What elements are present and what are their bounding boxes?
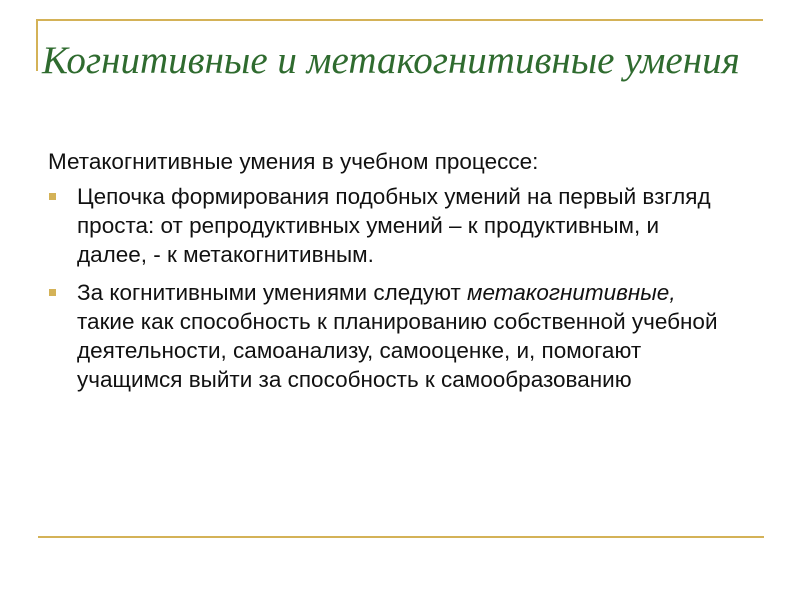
bullet-text-end: такие как способность к планированию собственной учебной деятельности, самоанализу, самооценке, и, помогают учащимся выйти за способность к самообразованию [77,309,718,392]
square-bullet-icon [49,289,56,296]
list-item [48,278,728,394]
slide-title: Когнитивные и метакогнитивные умения [42,39,740,82]
title-left-accent [36,19,38,71]
bullet-italic-term: метакогнитивные, [467,280,676,305]
bullet-text: Цепочка формирования подобных умений на первый взгляд проста: от репродуктивных умений – к продуктивным, и далее, - к метакогнитивным. [77,184,711,267]
bullet-text-start: За когнитивными умениями следуют [77,280,468,305]
slide-body [48,147,728,403]
top-divider [36,19,763,21]
bullet-list [48,182,728,394]
bottom-divider [38,536,764,538]
square-bullet-icon [49,193,56,200]
list-item [48,182,728,269]
intro-text: Метакогнитивные умения в учебном процессе: [48,149,539,174]
